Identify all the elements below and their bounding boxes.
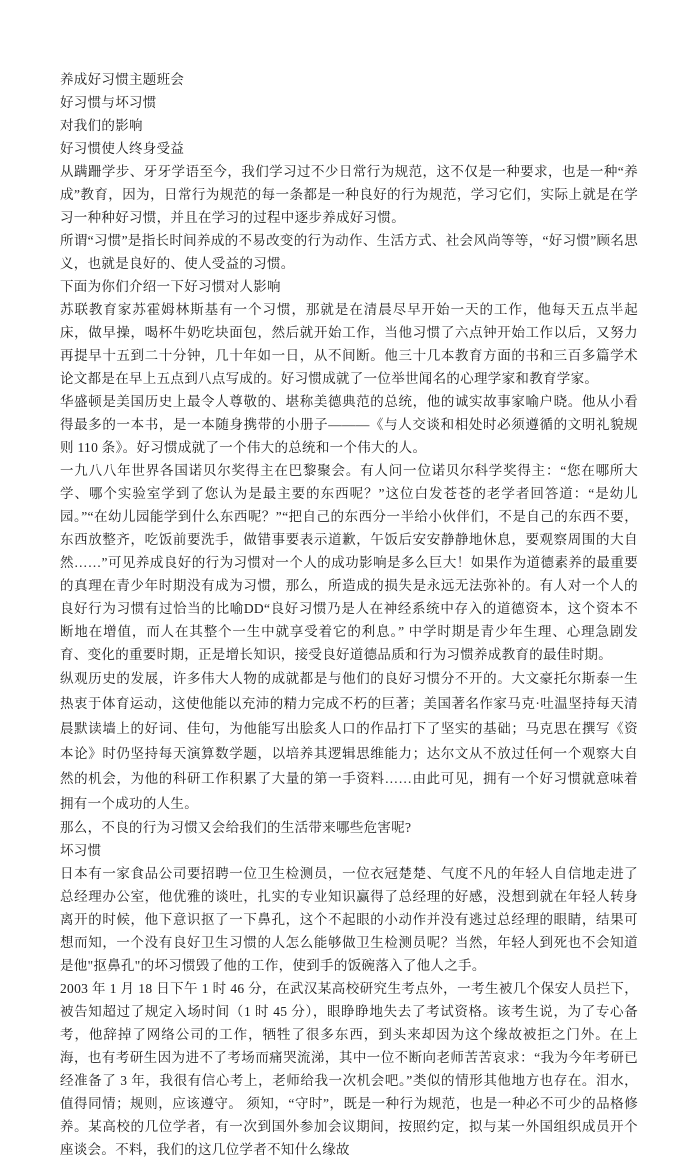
paragraph: 纵观历史的发展，许多伟大人物的成就都是与他们的良好习惯分不开的。大文豪托尔斯泰一生热衷于体育运动，这使他能以充沛的精力完成不朽的巨著；美国著名作家马克·吐温坚持每天清晨默读墙上的好词、佳句，为他能写出脍炙人口的作品打下了坚实的基础；马克思在撰写《资本论》时仍坚持每天演算数学题，以培养其逻辑思维能力；达尔文从不放过任何一个观察大自然的机会，为他的科研工作积累了大量的第一手资料……由此可见，拥有一个好习惯就意味着拥有一个成功的人生。	[60, 671, 638, 811]
paragraph: 从蹒跚学步、牙牙学语至今，我们学习过不少日常行为规范，这不仅是一种要求，也是一种“养成”教育，因为，日常行为规范的每一条都是一种良好的行为规范，学习它们，实际上就是在学习一种种好习惯，并且在学习的过程中逐步养成好习惯。	[60, 164, 638, 225]
paragraph: 那么，不良的行为习惯又会给我们的生活带来哪些危害呢?	[60, 820, 412, 835]
paragraph: 华盛顿是美国历史上最令人尊敬的、堪称美德典范的总统，他的诚实故事家喻户晓。他从小看得最多的一本书，是一本随身携带的小册子———《与人交谈和相处时必须遵循的文明礼貌规则 110 条》。好习惯成就了一个伟大的总统和一个伟大的人。	[60, 394, 638, 455]
paragraph: 日本有一家食品公司要招聘一位卫生检测员，一位衣冠楚楚、气度不凡的年轻人自信地走进了总经理办公室，他优雅的谈吐，扎实的专业知识赢得了总经理的好感，没想到就在年轻人转身离开的时候，他下意识抠了一下鼻孔，这个不起眼的小动作并没有逃过总经理的眼睛，结果可想而知，一个没有良好卫生习惯的人怎么能够做卫生检测员呢？当然，年轻人到死也不会知道是他"抠鼻孔"的坏习惯毁了他的工作，使到手的饭碗落入了他人之手。	[60, 866, 638, 973]
subtitle-line: 对我们的影响	[60, 118, 143, 133]
section-heading: 好习惯使人终身受益	[60, 141, 185, 156]
section-heading: 坏习惯	[60, 843, 102, 858]
paragraph: 所谓“习惯”是指长时间养成的不易改变的行为动作、生活方式、社会风尚等等，“好习惯”顾名思义，也就是良好的、使人受益的习惯。	[60, 233, 638, 271]
paragraph: 一九八八年世界各国诺贝尔奖得主在巴黎聚会。有人问一位诺贝尔科学奖得主：“您在哪所大学、哪个实验室学到了您认为是最主要的东西呢？”这位白发苍苍的老学者回答道：“是幼儿园。”“在幼儿园能学到什么东西呢？”“把自己的东西分一半给小伙伴们，不是自己的东西不要，东西放整齐，吃饭前要洗手，做错事要表示道歉，午饭后安安静静地休息，要观察周围的大自然……”可见养成良好的行为习惯对一个人的成功影响是多么巨大！如果作为道德素养的最重要的真理在青少年时期没有成为习惯，那么，所造成的损失是永远无法弥补的。有人对一个人的良好行为习惯有过恰当的比喻DD“良好习惯乃是人在神经系统中存入的道德资本，这个资本不断地在增值，而人在其整个一生中就享受着它的利息。” 中学时期是青少年生理、心理急剧发育、变化的重要时期，正是增长知识，接受良好道德品质和行为习惯养成教育的最佳时期。	[60, 463, 638, 662]
paragraph: 苏联教育家苏霍姆林斯基有一个习惯，那就是在清晨尽早开始一天的工作，他每天五点半起床，做早操，喝杯牛奶吃块面包，然后就开始工作，当他习惯了六点钟开始工作以后，又努力再提早十五到二十分钟，几十年如一日，从不间断。他三十几本教育方面的书和三百多篇学术论文都是在早上五点到八点写成的。好习惯成就了一位举世闻名的心理学家和教育学家。	[60, 302, 638, 386]
paragraph: 2003 年 1 月 18 日下午 1 时 46 分，在武汉某高校研究生考点外，一考生被几个保安人员拦下，被告知超过了规定入场时间（1 时 45 分），眼睁睁地失去了考试资格。该考生说，为了专心备考，他辞掉了网络公司的工作，牺牲了很多东西，到头来却因为这个缘故被拒之门外。在上海，也有考研生因为进不了考场而痛哭流涕，其中一位不断向老师苦苦哀求：“我为今年考研已经准备了 3 年，我很有信心考上，老师给我一次机会吧。”类似的情形其他地方也存在。泪水，值得同情；规则，应该遵守。 须知，“守时”，既是一种行为规范，也是一种必不可少的品格修养。某高校的几位学者，有一次到国外参加会议期间，按照约定，拟与某一外国组织成员开个座谈会。不料，我们的这几位学者不知什么缘故	[60, 981, 638, 1157]
subtitle-line: 好习惯与坏习惯	[60, 95, 157, 110]
paragraph: 下面为你们介绍一下好习惯对人影响	[60, 279, 281, 294]
document-title: 养成好习惯主题班会	[60, 72, 185, 87]
document-body	[60, 68, 638, 1161]
